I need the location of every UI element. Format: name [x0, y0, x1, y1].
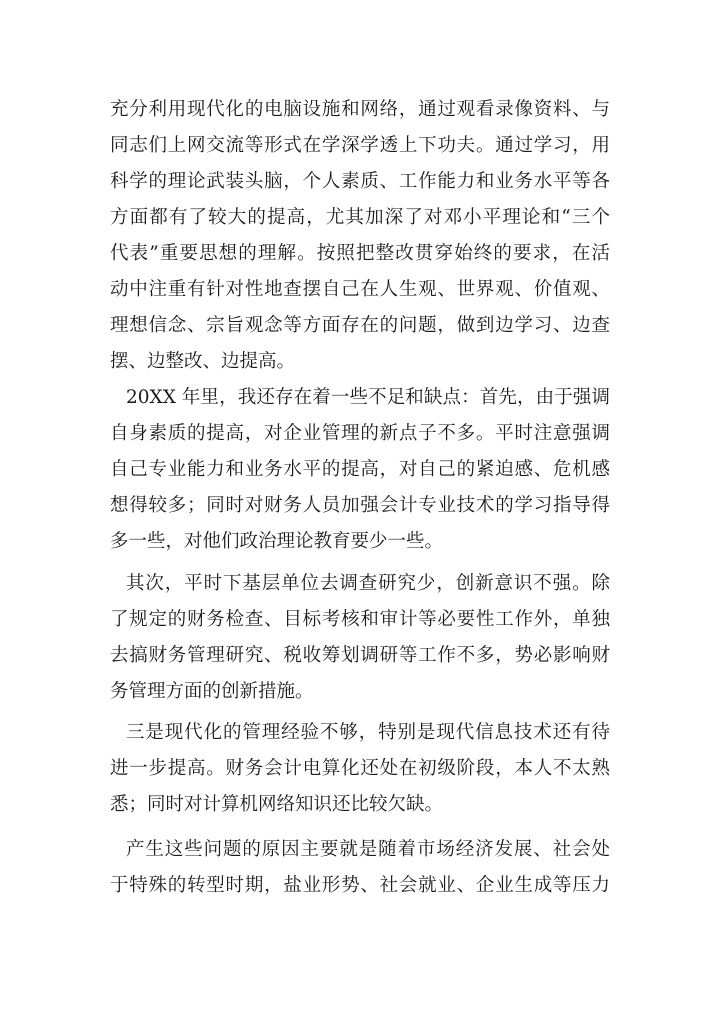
text-line: 摆、边整改、边提高。	[110, 351, 296, 372]
text-line: 动中注重有针对性地查摆自己在人生观、世界观、价值观、	[110, 279, 610, 300]
text-line: 同志们上网交流等形式在学深学透上下功夫。通过学习，用	[110, 135, 610, 156]
paragraph-first-line: 产生这些问题的原因主要就是随着市场经济发展、社会处	[126, 839, 610, 860]
text-line: 多一些，对他们政治理论教育要少一些。	[110, 531, 444, 552]
text-line: 了规定的财务检查、目标考核和审计等必要性工作外，单独	[110, 609, 610, 630]
text-line: 务管理方面的创新措施。	[110, 681, 314, 702]
text-line: 进一步提高。财务会计电算化还处在初级阶段，本人不太熟	[110, 758, 610, 779]
text-line: 悉；同时对计算机网络知识还比较欠缺。	[110, 794, 444, 815]
text-line: 代表”重要思想的理解。按照把整改贯穿始终的要求，在活	[110, 243, 610, 264]
text-line: 方面都有了较大的提高，尤其加深了对邓小平理论和“三个	[110, 207, 610, 228]
text-line: 想得较多；同时对财务人员加强会计专业技术的学习指导得	[110, 495, 610, 516]
text-line: 理想信念、宗旨观念等方面存在的问题，做到边学习、边查	[110, 315, 610, 336]
text-line: 自己专业能力和业务水平的提高，对自己的紧迫感、危机感	[110, 459, 610, 480]
text-line: 于特殊的转型时期，盐业形势、社会就业、企业生成等压力	[110, 875, 610, 896]
paragraph-first-line: 20XX 年里，我还存在着一些不足和缺点：首先，由于强调	[126, 387, 610, 408]
paragraph-first-line: 其次，平时下基层单位去调查研究少，创新意识不强。除	[126, 573, 610, 594]
paragraph-first-line: 三是现代化的管理经验不够，特别是现代信息技术还有待	[126, 722, 610, 743]
text-line: 去搞财务管理研究、税收筹划调研等工作不多，势必影响财	[110, 645, 610, 666]
text-line: 充分利用现代化的电脑设施和网络，通过观看录像资料、与	[110, 99, 610, 120]
text-line: 自身素质的提高，对企业管理的新点子不多。平时注意强调	[110, 423, 610, 444]
text-line: 科学的理论武装头脑，个人素质、工作能力和业务水平等各	[110, 171, 610, 192]
